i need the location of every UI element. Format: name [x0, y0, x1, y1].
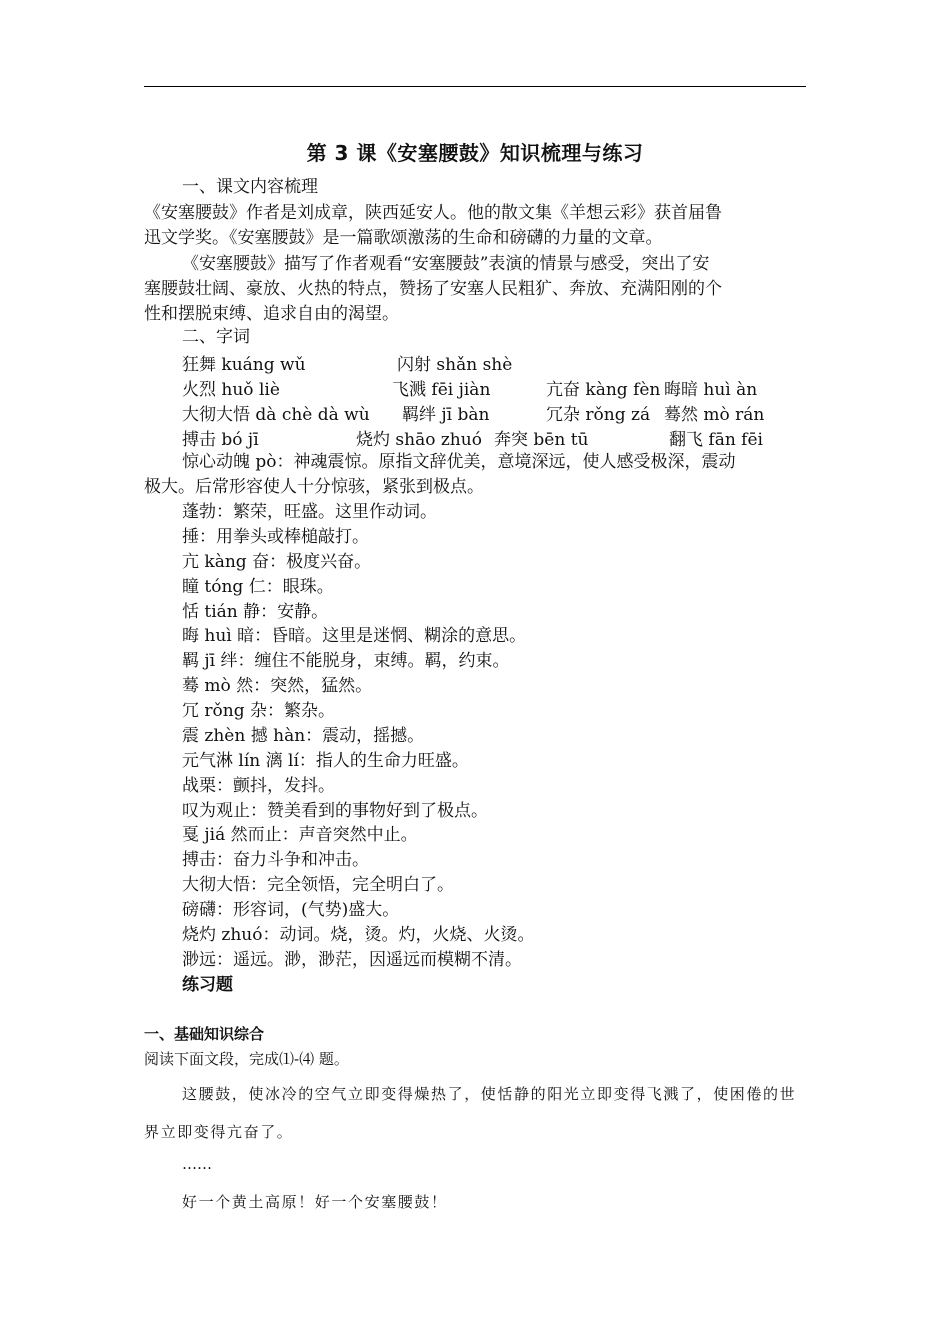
definition-line: 渺远：遥远。渺，渺茫，因遥远而模糊不清。	[182, 950, 522, 970]
definition-line: 惊心动魄 pò：神魂震惊。原指文辞优美，意境深远，使人感受极深，震动	[182, 452, 736, 472]
vocab-item: 烧灼 shāo zhuó	[356, 430, 482, 450]
definition-line: 捶：用拳头或棒槌敲打。	[182, 527, 369, 547]
section2-heading: 二、字词	[182, 327, 250, 347]
definition-line: 极大。后常形容使人十分惊骇，紧张到极点。	[144, 477, 484, 497]
vocab-item: 搏击 bó jī	[182, 430, 259, 450]
vocab-item: 狂舞 kuáng wǔ	[182, 355, 306, 375]
vocab-item: 大彻大悟 dà chè dà wù	[182, 405, 370, 425]
definition-line: 蓬勃：繁荣，旺盛。这里作动词。	[182, 502, 437, 522]
definition-line: 元气淋 lín 漓 lí：指人的生命力旺盛。	[182, 751, 469, 771]
summary-paragraph-line2: 塞腰鼓壮阔、豪放、火热的特点，赞扬了安塞人民粗犷、奔放、充满阳刚的个	[144, 279, 722, 299]
intro-paragraph-line1: 《安塞腰鼓》作者是刘成章，陕西延安人。他的散文集《羊想云彩》获首届鲁	[144, 203, 722, 223]
part1-heading: 一、基础知识综合	[144, 1025, 265, 1043]
vocab-item: 闪射 shǎn shè	[397, 355, 513, 375]
definition-line: 叹为观止：赞美看到的事物好到了极点。	[182, 801, 488, 821]
vocab-item: 火烈 huǒ liè	[182, 380, 280, 400]
practice-heading: 练习题	[182, 975, 233, 995]
vocab-item: 晦暗 huì àn	[664, 380, 758, 400]
passage-ellipsis: ……	[182, 1155, 212, 1173]
definition-line: 戛 jiá 然而止：声音突然中止。	[182, 825, 418, 845]
vocab-item: 奔突 bēn tū	[494, 430, 589, 450]
definition-line: 晦 huì 暗：昏暗。这里是迷惘、糊涂的意思。	[182, 626, 527, 646]
section1-heading: 一、课文内容梳理	[182, 177, 318, 197]
vocab-item: 亢奋 kàng fèn	[546, 380, 661, 400]
definition-line: 大彻大悟：完全领悟，完全明白了。	[182, 875, 454, 895]
instruction-text: 阅读下面文段，完成⑴-⑷ 题。	[144, 1050, 349, 1068]
summary-paragraph-line1: 《安塞腰鼓》描写了作者观看“安塞腰鼓”表演的情景与感受，突出了安	[182, 254, 710, 274]
definition-line: 搏击：奋力斗争和冲击。	[182, 850, 369, 870]
passage-line: 好一个黄土高原！好一个安塞腰鼓！	[182, 1193, 448, 1211]
definition-line: 亢 kàng 奋：极度兴奋。	[182, 552, 372, 572]
page-title: 第 3 课《安塞腰鼓》知识梳理与练习	[306, 141, 644, 165]
vocab-item: 飞溅 fēi jiàn	[392, 380, 491, 400]
definition-line: 瞳 tóng 仁：眼珠。	[182, 577, 334, 597]
definition-line: 恬 tián 静：安静。	[182, 602, 329, 622]
definition-line: 战栗：颤抖，发抖。	[182, 776, 335, 796]
vocab-item: 冗杂 rǒng zá	[546, 405, 651, 425]
definition-line: 羁 jī 绊：缠住不能脱身，束缚。羁，约束。	[182, 651, 510, 671]
definition-line: 震 zhèn 撼 hàn：震动，摇撼。	[182, 726, 425, 746]
vocab-item: 羁绊 jī bàn	[402, 405, 490, 425]
header-rule	[144, 86, 806, 87]
definition-line: 磅礴：形容词，(气势)盛大。	[182, 900, 400, 920]
definition-line: 烧灼 zhuó：动词。烧，烫。灼，火烧、火烫。	[182, 925, 535, 945]
passage-line: 界立即变得亢奋了。	[144, 1123, 294, 1141]
definition-line: 蓦 mò 然：突然，猛然。	[182, 676, 373, 696]
summary-paragraph-line3: 性和摆脱束缚、追求自由的渴望。	[144, 304, 399, 324]
vocab-item: 蓦然 mò rán	[664, 405, 765, 425]
vocab-item: 翻飞 fān fēi	[669, 430, 763, 450]
passage-line: 这腰鼓，使冰冷的空气立即变得燥热了，使恬静的阳光立即变得飞溅了，使困倦的世	[182, 1085, 797, 1103]
intro-paragraph-line2: 迅文学奖。《安塞腰鼓》是一篇歌颂激荡的生命和磅礴的力量的文章。	[144, 228, 663, 248]
definition-line: 冗 rǒng 杂：繁杂。	[182, 701, 335, 721]
